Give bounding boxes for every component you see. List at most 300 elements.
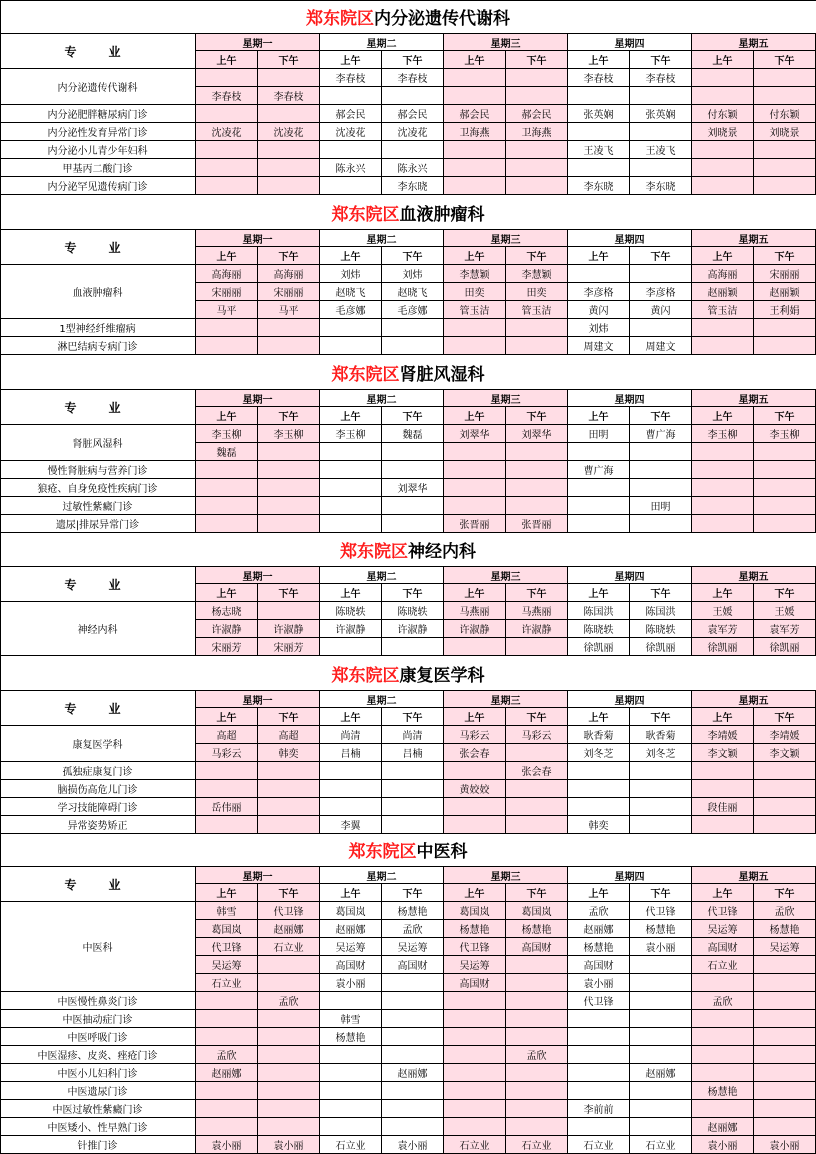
doctor-cell	[444, 497, 506, 515]
doctor-cell: 马燕丽	[506, 602, 568, 620]
doctor-cell	[320, 461, 382, 479]
am-header: 上午	[568, 708, 630, 726]
pm-header: 下午	[382, 407, 444, 425]
doctor-cell: 尚清	[382, 726, 444, 744]
doctor-cell	[444, 87, 506, 105]
weekday-header: 星期三	[444, 390, 568, 407]
doctor-cell	[258, 602, 320, 620]
doctor-cell: 陈晓轶	[320, 602, 382, 620]
department-name: 中医科	[416, 842, 468, 862]
doctor-cell: 宋丽丽	[754, 265, 816, 283]
weekday-header: 星期四	[568, 691, 692, 708]
doctor-cell	[506, 141, 568, 159]
doctor-cell	[382, 87, 444, 105]
doctor-cell: 葛国岚	[506, 902, 568, 920]
doctor-cell: 黄闪	[568, 301, 630, 319]
doctor-cell	[630, 319, 692, 337]
doctor-cell: 陈国洪	[568, 602, 630, 620]
doctor-cell	[630, 1010, 692, 1028]
am-header: 上午	[196, 708, 258, 726]
doctor-cell: 赵晓飞	[382, 283, 444, 301]
doctor-cell: 郝会民	[382, 105, 444, 123]
doctor-cell	[320, 798, 382, 816]
doctor-cell: 王媛	[692, 602, 754, 620]
specialty-name: 中医慢性鼻炎门诊	[0, 992, 196, 1010]
doctor-cell: 刘翠华	[444, 425, 506, 443]
doctor-cell	[196, 497, 258, 515]
am-header: 上午	[568, 407, 630, 425]
specialty-name: 康复医学科	[0, 726, 196, 762]
doctor-cell	[320, 1046, 382, 1064]
doctor-cell	[320, 497, 382, 515]
doctor-cell	[196, 105, 258, 123]
am-header: 上午	[692, 584, 754, 602]
doctor-cell: 李春枝	[568, 69, 630, 87]
doctor-cell	[506, 177, 568, 195]
doctor-cell: 付东颖	[692, 105, 754, 123]
doctor-cell	[196, 319, 258, 337]
doctor-cell: 高国财	[382, 956, 444, 974]
doctor-cell	[692, 780, 754, 798]
pm-header: 下午	[506, 708, 568, 726]
doctor-cell	[444, 69, 506, 87]
specialty-name: 内分泌罕见遗传病门诊	[0, 177, 196, 195]
pm-header: 下午	[506, 584, 568, 602]
doctor-cell	[692, 479, 754, 497]
doctor-cell	[320, 780, 382, 798]
pm-header: 下午	[258, 708, 320, 726]
am-header: 上午	[196, 584, 258, 602]
doctor-cell	[754, 87, 816, 105]
doctor-cell: 高国财	[568, 956, 630, 974]
doctor-cell: 王凌飞	[630, 141, 692, 159]
section-title	[0, 533, 816, 567]
doctor-cell: 李玉柳	[692, 425, 754, 443]
am-header: 上午	[444, 708, 506, 726]
doctor-cell	[320, 1082, 382, 1100]
doctor-cell	[630, 265, 692, 283]
doctor-cell: 赵丽娜	[320, 920, 382, 938]
doctor-cell: 刘炜	[382, 265, 444, 283]
doctor-cell: 田奕	[506, 283, 568, 301]
doctor-cell	[444, 816, 506, 834]
doctor-cell: 田明	[568, 425, 630, 443]
doctor-cell	[196, 762, 258, 780]
am-header: 上午	[196, 407, 258, 425]
doctor-cell	[692, 319, 754, 337]
specialty-name: 甲基丙二酸门诊	[0, 159, 196, 177]
am-header: 上午	[692, 884, 754, 902]
doctor-cell	[444, 992, 506, 1010]
doctor-cell: 袁小丽	[382, 1136, 444, 1154]
doctor-cell: 孟欣	[258, 992, 320, 1010]
doctor-cell: 付东颖	[754, 105, 816, 123]
doctor-cell: 袁小丽	[692, 1136, 754, 1154]
am-header: 上午	[568, 51, 630, 69]
weekday-header: 星期五	[692, 567, 816, 584]
doctor-cell	[444, 461, 506, 479]
doctor-cell	[692, 974, 754, 992]
doctor-cell	[692, 337, 754, 355]
doctor-cell: 李春枝	[382, 69, 444, 87]
pm-header: 下午	[754, 51, 816, 69]
pm-header: 下午	[754, 247, 816, 265]
am-header: 上午	[444, 247, 506, 265]
doctor-cell	[196, 816, 258, 834]
doctor-cell	[320, 1118, 382, 1136]
specialty-name: 中医小儿妇科门诊	[0, 1064, 196, 1082]
doctor-cell	[506, 638, 568, 656]
doctor-cell	[444, 1082, 506, 1100]
doctor-cell	[568, 479, 630, 497]
doctor-cell	[754, 1100, 816, 1118]
doctor-cell	[258, 816, 320, 834]
doctor-cell	[382, 1028, 444, 1046]
doctor-cell: 袁小丽	[630, 938, 692, 956]
doctor-cell	[568, 515, 630, 533]
pm-header: 下午	[630, 584, 692, 602]
doctor-cell	[630, 1046, 692, 1064]
doctor-cell	[692, 461, 754, 479]
doctor-cell: 李东晓	[382, 177, 444, 195]
doctor-cell	[196, 1010, 258, 1028]
doctor-cell	[692, 762, 754, 780]
doctor-cell	[506, 798, 568, 816]
pm-header: 下午	[382, 708, 444, 726]
weekday-header: 星期四	[568, 390, 692, 407]
doctor-cell: 赵丽娜	[568, 920, 630, 938]
section-title	[0, 0, 816, 34]
doctor-cell: 吴运筹	[196, 956, 258, 974]
weekday-header: 星期三	[444, 867, 568, 884]
doctor-cell: 李东晓	[630, 177, 692, 195]
doctor-cell: 石立业	[568, 1136, 630, 1154]
weekday-header: 星期五	[692, 230, 816, 247]
doctor-cell	[506, 479, 568, 497]
am-header: 上午	[568, 884, 630, 902]
doctor-cell	[382, 780, 444, 798]
doctor-cell: 代卫锋	[196, 938, 258, 956]
doctor-cell	[754, 1082, 816, 1100]
weekday-header: 星期二	[320, 691, 444, 708]
doctor-cell	[506, 337, 568, 355]
doctor-cell: 石立业	[692, 956, 754, 974]
weekday-header: 星期三	[444, 230, 568, 247]
doctor-cell	[382, 816, 444, 834]
pm-header: 下午	[258, 247, 320, 265]
doctor-cell	[754, 177, 816, 195]
doctor-cell	[630, 461, 692, 479]
doctor-cell	[444, 479, 506, 497]
doctor-cell	[382, 1010, 444, 1028]
doctor-cell: 李慧颖	[444, 265, 506, 283]
pm-header: 下午	[754, 708, 816, 726]
pm-header: 下午	[258, 884, 320, 902]
doctor-cell	[568, 1118, 630, 1136]
doctor-cell: 李慧颖	[506, 265, 568, 283]
specialty-name: 肾脏风湿科	[0, 425, 196, 461]
doctor-cell: 杨慧艳	[382, 902, 444, 920]
doctor-cell: 陈晓轶	[382, 602, 444, 620]
specialty-name: 血液肿瘤科	[0, 265, 196, 319]
doctor-cell: 李彦格	[568, 283, 630, 301]
doctor-cell	[506, 1028, 568, 1046]
doctor-cell: 袁小丽	[320, 974, 382, 992]
doctor-cell: 杨慧艳	[568, 938, 630, 956]
campus-name: 郑东院区	[331, 205, 400, 225]
doctor-cell	[196, 992, 258, 1010]
doctor-cell	[568, 1082, 630, 1100]
doctor-cell: 宋丽丽	[258, 283, 320, 301]
doctor-cell	[320, 319, 382, 337]
doctor-cell: 孟欣	[692, 992, 754, 1010]
doctor-cell	[754, 974, 816, 992]
doctor-cell: 黄姣姣	[444, 780, 506, 798]
doctor-cell	[692, 816, 754, 834]
doctor-cell	[568, 87, 630, 105]
doctor-cell: 许淑静	[444, 620, 506, 638]
doctor-cell: 马彩云	[444, 726, 506, 744]
specialty-header: 专 业	[0, 34, 196, 69]
weekday-header: 星期一	[196, 691, 320, 708]
doctor-cell	[568, 443, 630, 461]
weekday-header: 星期五	[692, 34, 816, 51]
doctor-cell	[754, 337, 816, 355]
doctor-cell: 代卫锋	[692, 902, 754, 920]
section-title	[0, 833, 816, 867]
doctor-cell: 刘冬芝	[630, 744, 692, 762]
doctor-cell: 耿香菊	[630, 726, 692, 744]
doctor-cell: 韩雪	[320, 1010, 382, 1028]
doctor-cell: 刘冬芝	[568, 744, 630, 762]
doctor-cell: 杨志晓	[196, 602, 258, 620]
pm-header: 下午	[382, 247, 444, 265]
doctor-cell	[692, 1028, 754, 1046]
doctor-cell	[196, 159, 258, 177]
doctor-cell	[506, 461, 568, 479]
doctor-cell	[258, 798, 320, 816]
weekday-header: 星期五	[692, 867, 816, 884]
specialty-name: 中医遗尿门诊	[0, 1082, 196, 1100]
doctor-cell	[258, 159, 320, 177]
doctor-cell	[568, 1028, 630, 1046]
department-name: 神经内科	[408, 542, 476, 562]
doctor-cell: 徐凯丽	[692, 638, 754, 656]
doctor-cell: 代卫锋	[568, 992, 630, 1010]
doctor-cell	[320, 1100, 382, 1118]
doctor-cell: 毛彦娜	[382, 301, 444, 319]
doctor-cell	[754, 816, 816, 834]
specialty-name: 过敏性紫癜门诊	[0, 497, 196, 515]
doctor-cell: 吴运筹	[382, 938, 444, 956]
doctor-cell	[506, 159, 568, 177]
am-header: 上午	[320, 708, 382, 726]
weekday-header: 星期四	[568, 34, 692, 51]
doctor-cell	[630, 780, 692, 798]
doctor-cell	[506, 69, 568, 87]
doctor-cell: 赵丽娜	[258, 920, 320, 938]
specialty-name: 1型神经纤维瘤病	[0, 319, 196, 337]
doctor-cell	[444, 1028, 506, 1046]
doctor-cell: 高海丽	[196, 265, 258, 283]
doctor-cell	[444, 1046, 506, 1064]
doctor-cell	[506, 816, 568, 834]
am-header: 上午	[320, 51, 382, 69]
doctor-cell	[196, 69, 258, 87]
weekday-header: 星期一	[196, 567, 320, 584]
doctor-cell: 李前前	[568, 1100, 630, 1118]
pm-header: 下午	[258, 584, 320, 602]
doctor-cell	[444, 443, 506, 461]
weekday-header: 星期二	[320, 567, 444, 584]
doctor-cell	[196, 1028, 258, 1046]
doctor-cell	[196, 177, 258, 195]
doctor-cell	[258, 319, 320, 337]
doctor-cell: 周建文	[568, 337, 630, 355]
doctor-cell: 许淑静	[506, 620, 568, 638]
doctor-cell	[196, 141, 258, 159]
doctor-cell: 马平	[196, 301, 258, 319]
doctor-cell	[506, 780, 568, 798]
doctor-cell: 吕楠	[320, 744, 382, 762]
doctor-cell: 李玉柳	[196, 425, 258, 443]
doctor-cell	[196, 479, 258, 497]
doctor-cell	[630, 762, 692, 780]
department-name: 内分泌遗传代谢科	[374, 9, 510, 29]
doctor-cell: 许淑静	[382, 620, 444, 638]
doctor-cell: 卫海燕	[506, 123, 568, 141]
doctor-cell	[258, 177, 320, 195]
doctor-cell	[382, 515, 444, 533]
doctor-cell	[630, 1118, 692, 1136]
doctor-cell: 刘炜	[568, 319, 630, 337]
doctor-cell	[382, 1100, 444, 1118]
doctor-cell: 李春枝	[258, 87, 320, 105]
doctor-cell	[382, 638, 444, 656]
doctor-cell	[196, 337, 258, 355]
doctor-cell: 宋丽芳	[196, 638, 258, 656]
am-header: 上午	[444, 884, 506, 902]
doctor-cell	[320, 762, 382, 780]
doctor-cell	[692, 443, 754, 461]
doctor-cell: 张晋丽	[506, 515, 568, 533]
doctor-cell: 吴运筹	[692, 920, 754, 938]
doctor-cell: 王利娟	[754, 301, 816, 319]
doctor-cell: 毛彦娜	[320, 301, 382, 319]
doctor-cell: 沈凌花	[196, 123, 258, 141]
doctor-cell	[382, 992, 444, 1010]
doctor-cell	[506, 1082, 568, 1100]
specialty-header: 专 业	[0, 867, 196, 902]
doctor-cell	[754, 159, 816, 177]
doctor-cell: 李玉柳	[754, 425, 816, 443]
doctor-cell	[320, 515, 382, 533]
doctor-cell: 马彩云	[506, 726, 568, 744]
doctor-cell	[196, 1100, 258, 1118]
doctor-cell	[258, 1046, 320, 1064]
doctor-cell: 刘翠华	[382, 479, 444, 497]
doctor-cell: 郝会民	[506, 105, 568, 123]
doctor-cell	[692, 177, 754, 195]
doctor-cell	[444, 798, 506, 816]
doctor-cell	[320, 337, 382, 355]
doctor-cell: 石立业	[444, 1136, 506, 1154]
weekday-header: 星期一	[196, 34, 320, 51]
doctor-cell: 马彩云	[196, 744, 258, 762]
specialty-name: 神经内科	[0, 602, 196, 656]
doctor-cell: 孟欣	[506, 1046, 568, 1064]
doctor-cell	[692, 515, 754, 533]
specialty-name: 遗尿|排尿异常门诊	[0, 515, 196, 533]
doctor-cell: 岳伟丽	[196, 798, 258, 816]
pm-header: 下午	[506, 247, 568, 265]
doctor-cell: 陈永兴	[320, 159, 382, 177]
doctor-cell	[630, 992, 692, 1010]
doctor-cell	[754, 319, 816, 337]
doctor-cell	[692, 87, 754, 105]
doctor-cell: 徐凯丽	[754, 638, 816, 656]
doctor-cell: 张英娴	[568, 105, 630, 123]
doctor-cell: 高国财	[506, 938, 568, 956]
doctor-cell: 宋丽丽	[196, 283, 258, 301]
doctor-cell	[320, 479, 382, 497]
doctor-cell: 李春枝	[320, 69, 382, 87]
doctor-cell: 陈永兴	[382, 159, 444, 177]
doctor-cell: 卫海燕	[444, 123, 506, 141]
doctor-cell: 杨慧艳	[320, 1028, 382, 1046]
doctor-cell	[320, 1064, 382, 1082]
pm-header: 下午	[754, 407, 816, 425]
am-header: 上午	[320, 584, 382, 602]
specialty-name: 脑损伤高危儿门诊	[0, 780, 196, 798]
doctor-cell: 高国财	[320, 956, 382, 974]
doctor-cell	[754, 515, 816, 533]
doctor-cell	[444, 638, 506, 656]
weekday-header: 星期三	[444, 691, 568, 708]
doctor-cell: 韩雪	[196, 902, 258, 920]
weekday-header: 星期五	[692, 390, 816, 407]
doctor-cell: 袁军芳	[692, 620, 754, 638]
doctor-cell	[754, 1028, 816, 1046]
doctor-cell: 曹广海	[568, 461, 630, 479]
doctor-cell: 耿香菊	[568, 726, 630, 744]
doctor-cell	[568, 1046, 630, 1064]
doctor-cell: 代卫锋	[444, 938, 506, 956]
pm-header: 下午	[382, 584, 444, 602]
doctor-cell: 郝会民	[320, 105, 382, 123]
doctor-cell	[754, 992, 816, 1010]
doctor-cell	[754, 1010, 816, 1028]
doctor-cell: 代卫锋	[258, 902, 320, 920]
campus-name: 郑东院区	[348, 842, 417, 862]
doctor-cell: 石立业	[258, 938, 320, 956]
doctor-cell: 高超	[258, 726, 320, 744]
specialty-name: 孤独症康复门诊	[0, 762, 196, 780]
doctor-cell: 赵丽颖	[754, 283, 816, 301]
doctor-cell	[692, 1064, 754, 1082]
doctor-cell: 李靖媛	[754, 726, 816, 744]
doctor-cell: 高国财	[444, 974, 506, 992]
campus-name: 郑东院区	[331, 365, 400, 385]
pm-header: 下午	[506, 51, 568, 69]
weekday-header: 星期二	[320, 230, 444, 247]
doctor-cell	[320, 443, 382, 461]
doctor-cell	[196, 780, 258, 798]
doctor-cell	[568, 798, 630, 816]
pm-header: 下午	[754, 884, 816, 902]
doctor-cell	[754, 443, 816, 461]
doctor-cell	[754, 141, 816, 159]
